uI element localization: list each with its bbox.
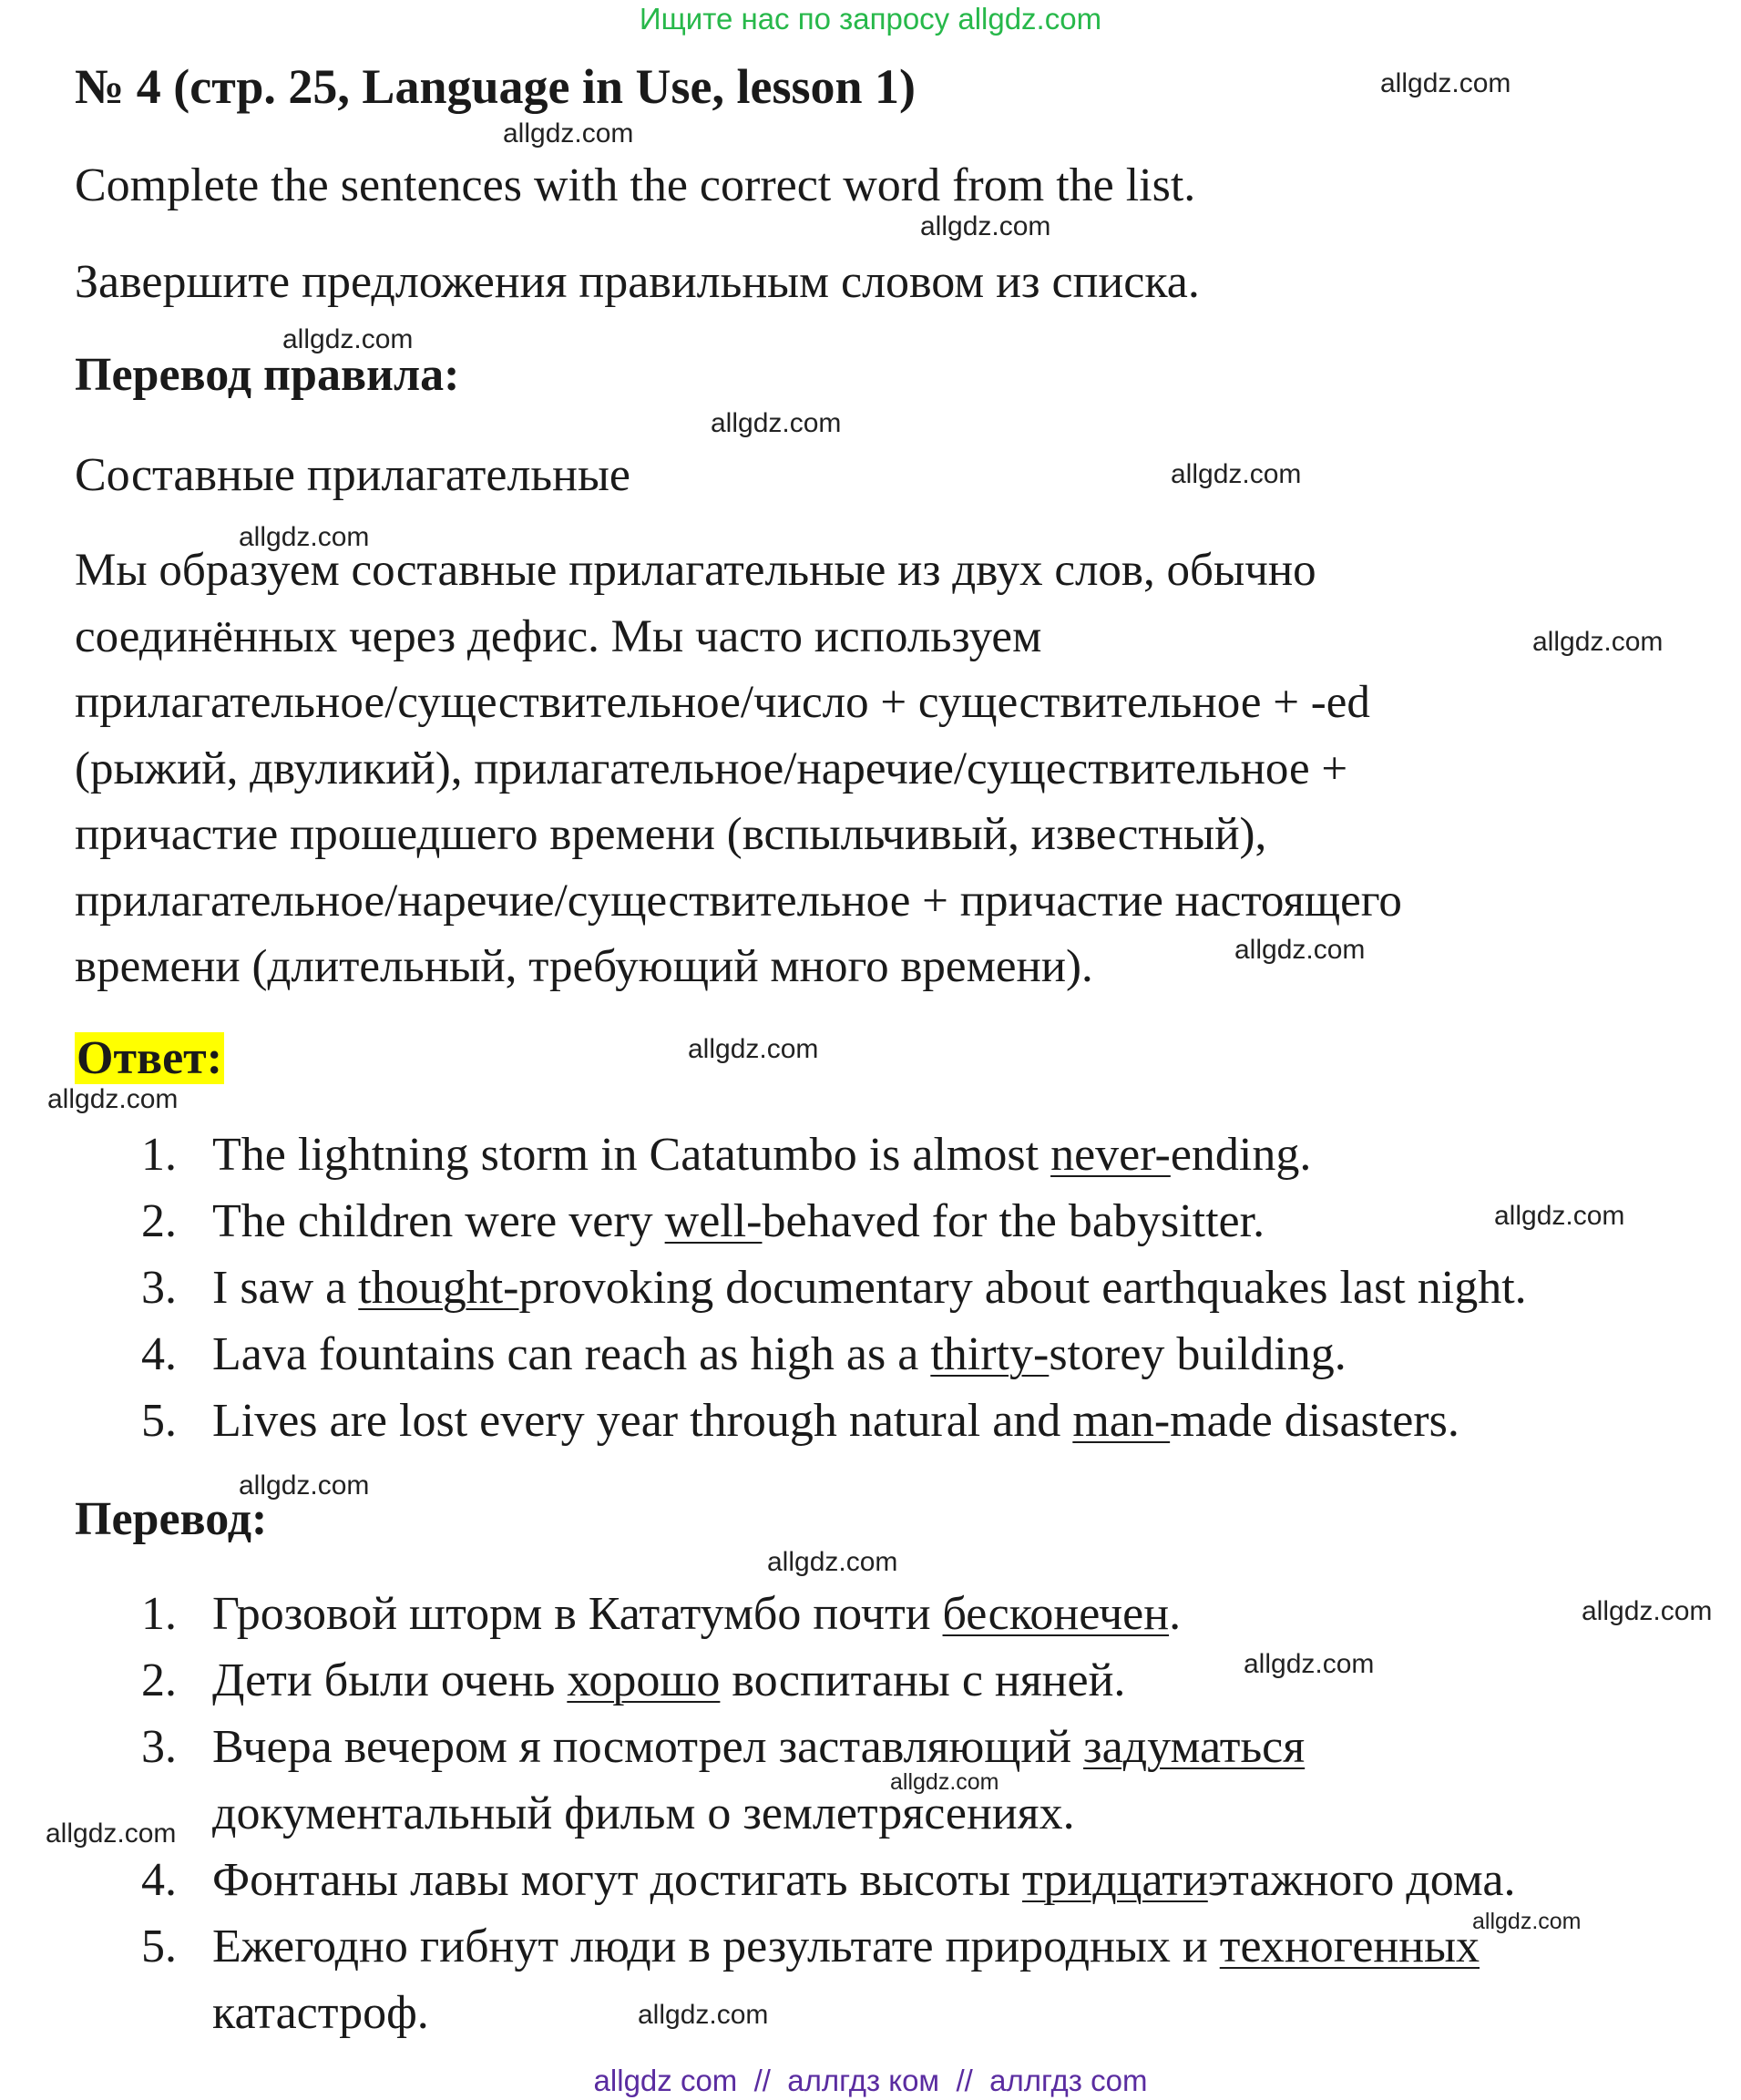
- top-banner: Ищите нас по запросу allgdz.com: [639, 2, 1102, 36]
- translation-item: [141, 1914, 1480, 1980]
- watermark: allgdz.com: [46, 1818, 177, 1849]
- underlined-word: техногенных: [1219, 1921, 1480, 1972]
- rule-title: Составные прилагательные: [75, 449, 630, 501]
- item-text: Lava fountains can reach as high as a: [212, 1328, 931, 1380]
- watermark: allgdz.com: [1582, 1596, 1713, 1626]
- underlined-word: задуматься: [1083, 1721, 1306, 1773]
- watermark: allgdz.com: [638, 2000, 769, 2030]
- rule-line: соединённых через дефис. Мы часто используем: [75, 610, 1042, 662]
- item-text: этажного дома.: [1207, 1854, 1516, 1906]
- item-text: Грозовой шторм в Кататумбо почти: [212, 1588, 943, 1640]
- translation-item-continuation: документальный фильм о землетрясениях.: [212, 1788, 1075, 1839]
- instruction-russian: Завершите предложения правильным словом из списка.: [75, 256, 1200, 308]
- translation-item-continuation: катастроф.: [212, 1987, 429, 2039]
- item-number: 2.: [141, 1195, 177, 1247]
- underlined-word: thirty-: [930, 1328, 1050, 1380]
- translation-item: [141, 1648, 1125, 1714]
- item-number: 4.: [141, 1328, 177, 1380]
- answer-item: [141, 1122, 1311, 1188]
- translation-item: [141, 1715, 1305, 1780]
- answer-item: [141, 1255, 1527, 1321]
- watermark: allgdz.com: [47, 1084, 179, 1114]
- watermark: allgdz.com: [711, 408, 842, 438]
- item-number: 3.: [141, 1721, 177, 1773]
- item-number: 1.: [141, 1588, 177, 1640]
- item-text: made disasters.: [1170, 1395, 1459, 1447]
- underlined-word: бесконечен: [942, 1588, 1170, 1640]
- watermark: allgdz.com: [890, 1769, 999, 1795]
- item-text: The lightning storm in Catatumbo is almost: [212, 1129, 1051, 1181]
- item-text: Вчера вечером я посмотрел заставляющий: [212, 1721, 1084, 1773]
- watermark: allgdz.com: [1171, 459, 1302, 489]
- item-text: behaved for the babysitter.: [762, 1195, 1265, 1247]
- item-number: 4.: [141, 1854, 177, 1906]
- item-text: Дети были очень: [212, 1654, 568, 1706]
- item-text: .: [1169, 1588, 1182, 1640]
- watermark: allgdz.com: [1380, 68, 1511, 98]
- rule-heading: Перевод правила:: [75, 349, 460, 401]
- underlined-word: well-: [664, 1195, 763, 1247]
- underlined-word: хорошо: [567, 1654, 721, 1706]
- instruction-english: Complete the sentences with the correct word from the list.: [75, 159, 1196, 211]
- watermark: allgdz.com: [1234, 935, 1366, 965]
- rule-paragraph: [75, 538, 1402, 1000]
- underlined-word: тридцати: [1022, 1854, 1208, 1906]
- item-text: The children were very: [212, 1195, 665, 1247]
- answer-item: [141, 1388, 1459, 1454]
- item-number: 2.: [141, 1654, 177, 1706]
- watermark: allgdz.com: [688, 1034, 819, 1064]
- rule-line: времени (длительный, требующий много времени).: [75, 941, 1093, 992]
- item-text: воспитаны с няней.: [720, 1654, 1126, 1706]
- answer-heading: [75, 1031, 224, 1085]
- watermark: allgdz.com: [920, 211, 1051, 241]
- watermark: allgdz.com: [1532, 627, 1664, 657]
- item-number: 1.: [141, 1129, 177, 1181]
- watermark: allgdz.com: [1472, 1909, 1582, 1934]
- item-text: Фонтаны лавы могут достигать высоты: [212, 1854, 1023, 1906]
- watermark: allgdz.com: [239, 1470, 370, 1501]
- rule-line: прилагательное/наречие/существительное + причастие настоящего: [75, 875, 1402, 927]
- page-title: № 4 (стр. 25, Language in Use, lesson 1): [75, 59, 917, 114]
- rule-line: прилагательное/существительное/число + существительное + -ed: [75, 677, 1370, 728]
- translation-heading: Перевод:: [75, 1493, 268, 1545]
- rule-line: Мы образуем составные прилагательные из двух слов, обычно: [75, 545, 1316, 596]
- translation-item: [141, 1582, 1181, 1647]
- underlined-word: never-: [1050, 1129, 1171, 1181]
- underlined-word: man-: [1072, 1395, 1171, 1447]
- item-text: provoking documentary about earthquakes last night.: [518, 1262, 1527, 1314]
- translation-item: [141, 1848, 1515, 1913]
- item-text: storey building.: [1049, 1328, 1347, 1380]
- watermark: allgdz.com: [767, 1547, 898, 1577]
- item-text: I saw a: [212, 1262, 359, 1314]
- watermark: allgdz.com: [239, 522, 370, 552]
- watermark: allgdz.com: [503, 118, 634, 149]
- watermark: allgdz.com: [282, 324, 414, 354]
- item-number: 5.: [141, 1921, 177, 1972]
- item-text: Lives are lost every year through natural and: [212, 1395, 1073, 1447]
- answer-item: [141, 1322, 1347, 1388]
- footer-watermark: allgdz com // аллгдз ком // аллгдз com: [593, 2064, 1148, 2097]
- answer-heading-text: Ответ:: [77, 1032, 223, 1084]
- item-text: ending.: [1170, 1129, 1312, 1181]
- rule-line: причастие прошедшего времени (вспыльчивый, известный),: [75, 809, 1267, 860]
- rule-line: (рыжий, двуликий), прилагательное/наречие/существительное +: [75, 743, 1348, 794]
- answer-item: [141, 1189, 1265, 1255]
- watermark: allgdz.com: [1494, 1201, 1625, 1231]
- item-number: 3.: [141, 1262, 177, 1314]
- watermark: allgdz.com: [1244, 1649, 1375, 1679]
- underlined-word: thought-: [358, 1262, 519, 1314]
- item-text: Ежегодно гибнут люди в результате природных и: [212, 1921, 1220, 1972]
- item-number: 5.: [141, 1395, 177, 1447]
